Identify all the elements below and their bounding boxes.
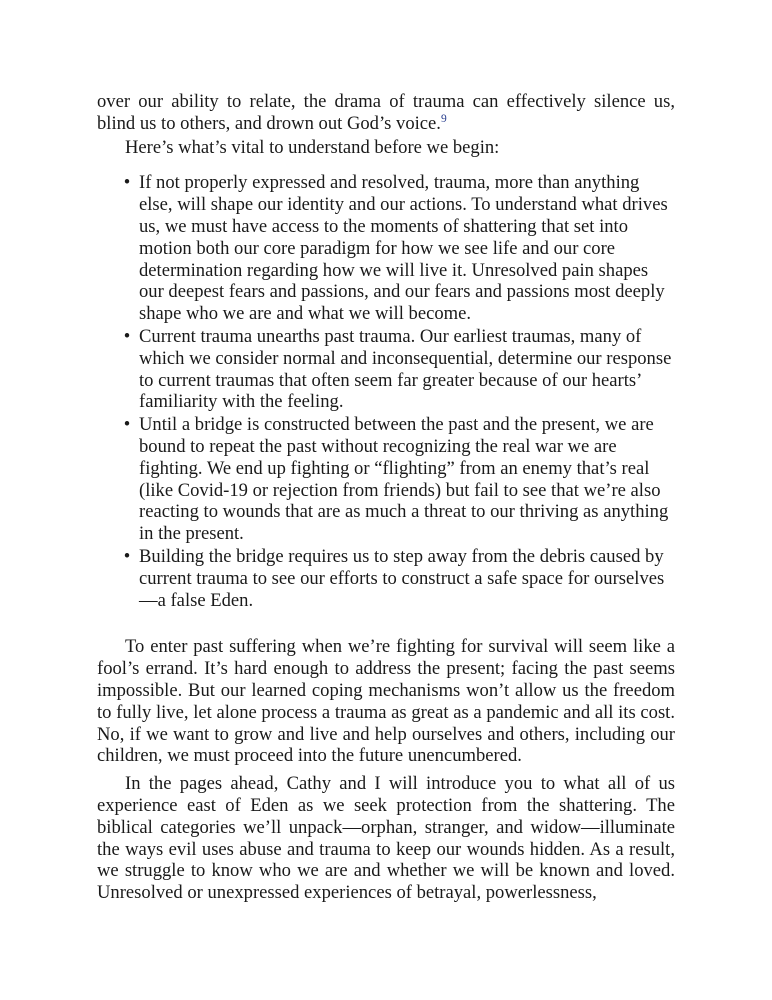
bullet-icon: • (123, 325, 131, 347)
list-item (123, 325, 675, 413)
paragraph-opening (97, 91, 675, 135)
list-item (123, 414, 675, 545)
list-item-text: If not properly expressed and resolved, trauma, more than anything else, will shape our identity and our actions. To understand what drives us, we must have access to the moments of shattering that set into motion both our core paradigm for how we see life and our core determination regarding how we will live it. Unresolved pain shapes our deepest fears and passions, and our fears and passions most deeply shape who we are and what we will become. (139, 172, 668, 325)
section-spacer (97, 612, 675, 636)
paragraph-intro: Here’s what’s vital to understand before we begin: (125, 136, 500, 158)
list-item-text: Until a bridge is constructed between the past and the present, we are bound to repeat the past without recognizing the real war we are fighting. We end up fighting or “flighting” from an enemy that’s real (like Covid-19 or rejection from friends) but fail to see that we’re also reacting to wounds that are as much a threat to our thriving as anything in the present. (139, 414, 669, 545)
footnote-reference[interactable]: 9 (440, 112, 447, 125)
paragraph-opening-text: over our ability to relate, the drama of trauma can effectively silence us, blind us to others, and drown out God’s voice. (97, 91, 675, 134)
list-item (123, 172, 675, 325)
list-item (123, 545, 675, 611)
bullet-icon: • (123, 172, 131, 194)
paragraph-survival: To enter past suffering when we’re fighting for survival will seem like a fool’s errand. It’s hard enough to address the present; facing the past seems impossible. But our learned coping mechanisms won’t allow us the freedom to fully live, let alone process a trauma as great as a pandemic and all its cost. No, if we want to grow and live and help ourselves and others, including our children, we must proceed into the future unencumbered. (97, 636, 675, 767)
list-item-text: Current trauma unearths past trauma. Our earliest traumas, many of which we consider normal and inconsequential, determine our response to current traumas that often seem far greater because of our hearts’ familiarity with the feeling. (139, 325, 672, 413)
paragraph-ahead: In the pages ahead, Cathy and I will introduce you to what all of us experience east of Eden as we seek protection from the shattering. The biblical categories we’ll unpack—orphan, stranger, and widow—illuminate the ways evil uses abuse and trauma to keep our wounds hidden. As a result, we struggle to know who we are and whether we will be known and loved. Unresolved or unexpressed experiences of betrayal, powerlessness, (97, 773, 675, 904)
document-page (97, 91, 675, 910)
bullet-icon: • (123, 545, 131, 567)
bullet-icon: • (123, 414, 131, 436)
list-item-text: Building the bridge requires us to step away from the debris caused by current trauma to see our efforts to construct a safe space for ourselves—a false Eden. (139, 545, 665, 611)
bullet-list (97, 172, 675, 611)
